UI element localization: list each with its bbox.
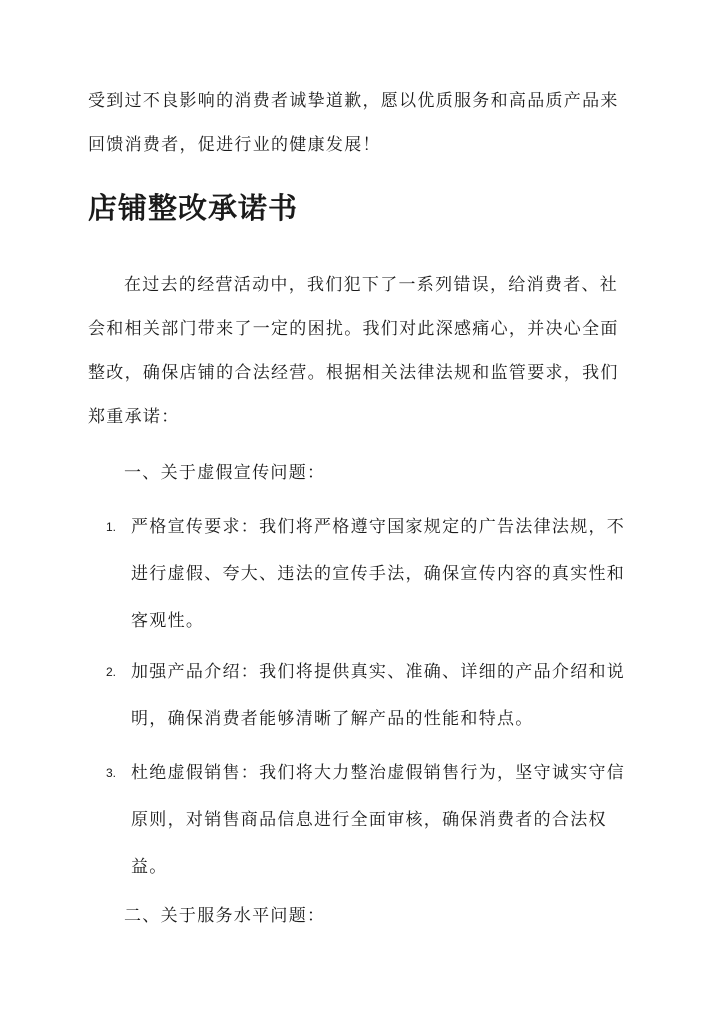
- list-item-number: 1.: [106, 520, 117, 534]
- body-paragraph: 在过去的经营活动中，我们犯下了一系列错误，给消费者、社会和相关部门带来了一定的困扰。我们对此深感痛心，并决心全面整改，确保店铺的合法经营。根据相关法律法规和监管要求，我们郑重承诺：: [88, 275, 619, 427]
- list-item: [106, 504, 633, 645]
- list-item-text: 严格宣传要求：我们将严格遵守国家规定的广告法律法规，不进行虚假、夸大、违法的宣传手法，确保宣传内容的真实性和客观性。: [131, 517, 626, 631]
- section-heading-false-advertising: 一、关于虚假宣传问题：: [124, 463, 326, 483]
- list-item-text: 杜绝虚假销售：我们将大力整治虚假销售行为，坚守诚实守信原则，对销售商品信息进行全面审核，确保消费者的合法权益。: [131, 763, 626, 877]
- list-item-text: 加强产品介绍：我们将提供真实、准确、详细的产品介绍和说明，确保消费者能够清晰了解产品的性能和特点。: [131, 662, 626, 729]
- list-item: [106, 750, 633, 891]
- document-title: 店铺整改承诺书: [88, 191, 299, 225]
- section-heading-service-level: 二、关于服务水平问题：: [124, 906, 326, 926]
- list-item-number: 3.: [106, 766, 117, 780]
- list-item-number: 2.: [106, 665, 117, 679]
- intro-paragraph: 受到过不良影响的消费者诚挚道歉，愿以优质服务和高品质产品来回馈消费者，促进行业的健康发展！: [88, 91, 619, 155]
- list-item: [106, 649, 633, 743]
